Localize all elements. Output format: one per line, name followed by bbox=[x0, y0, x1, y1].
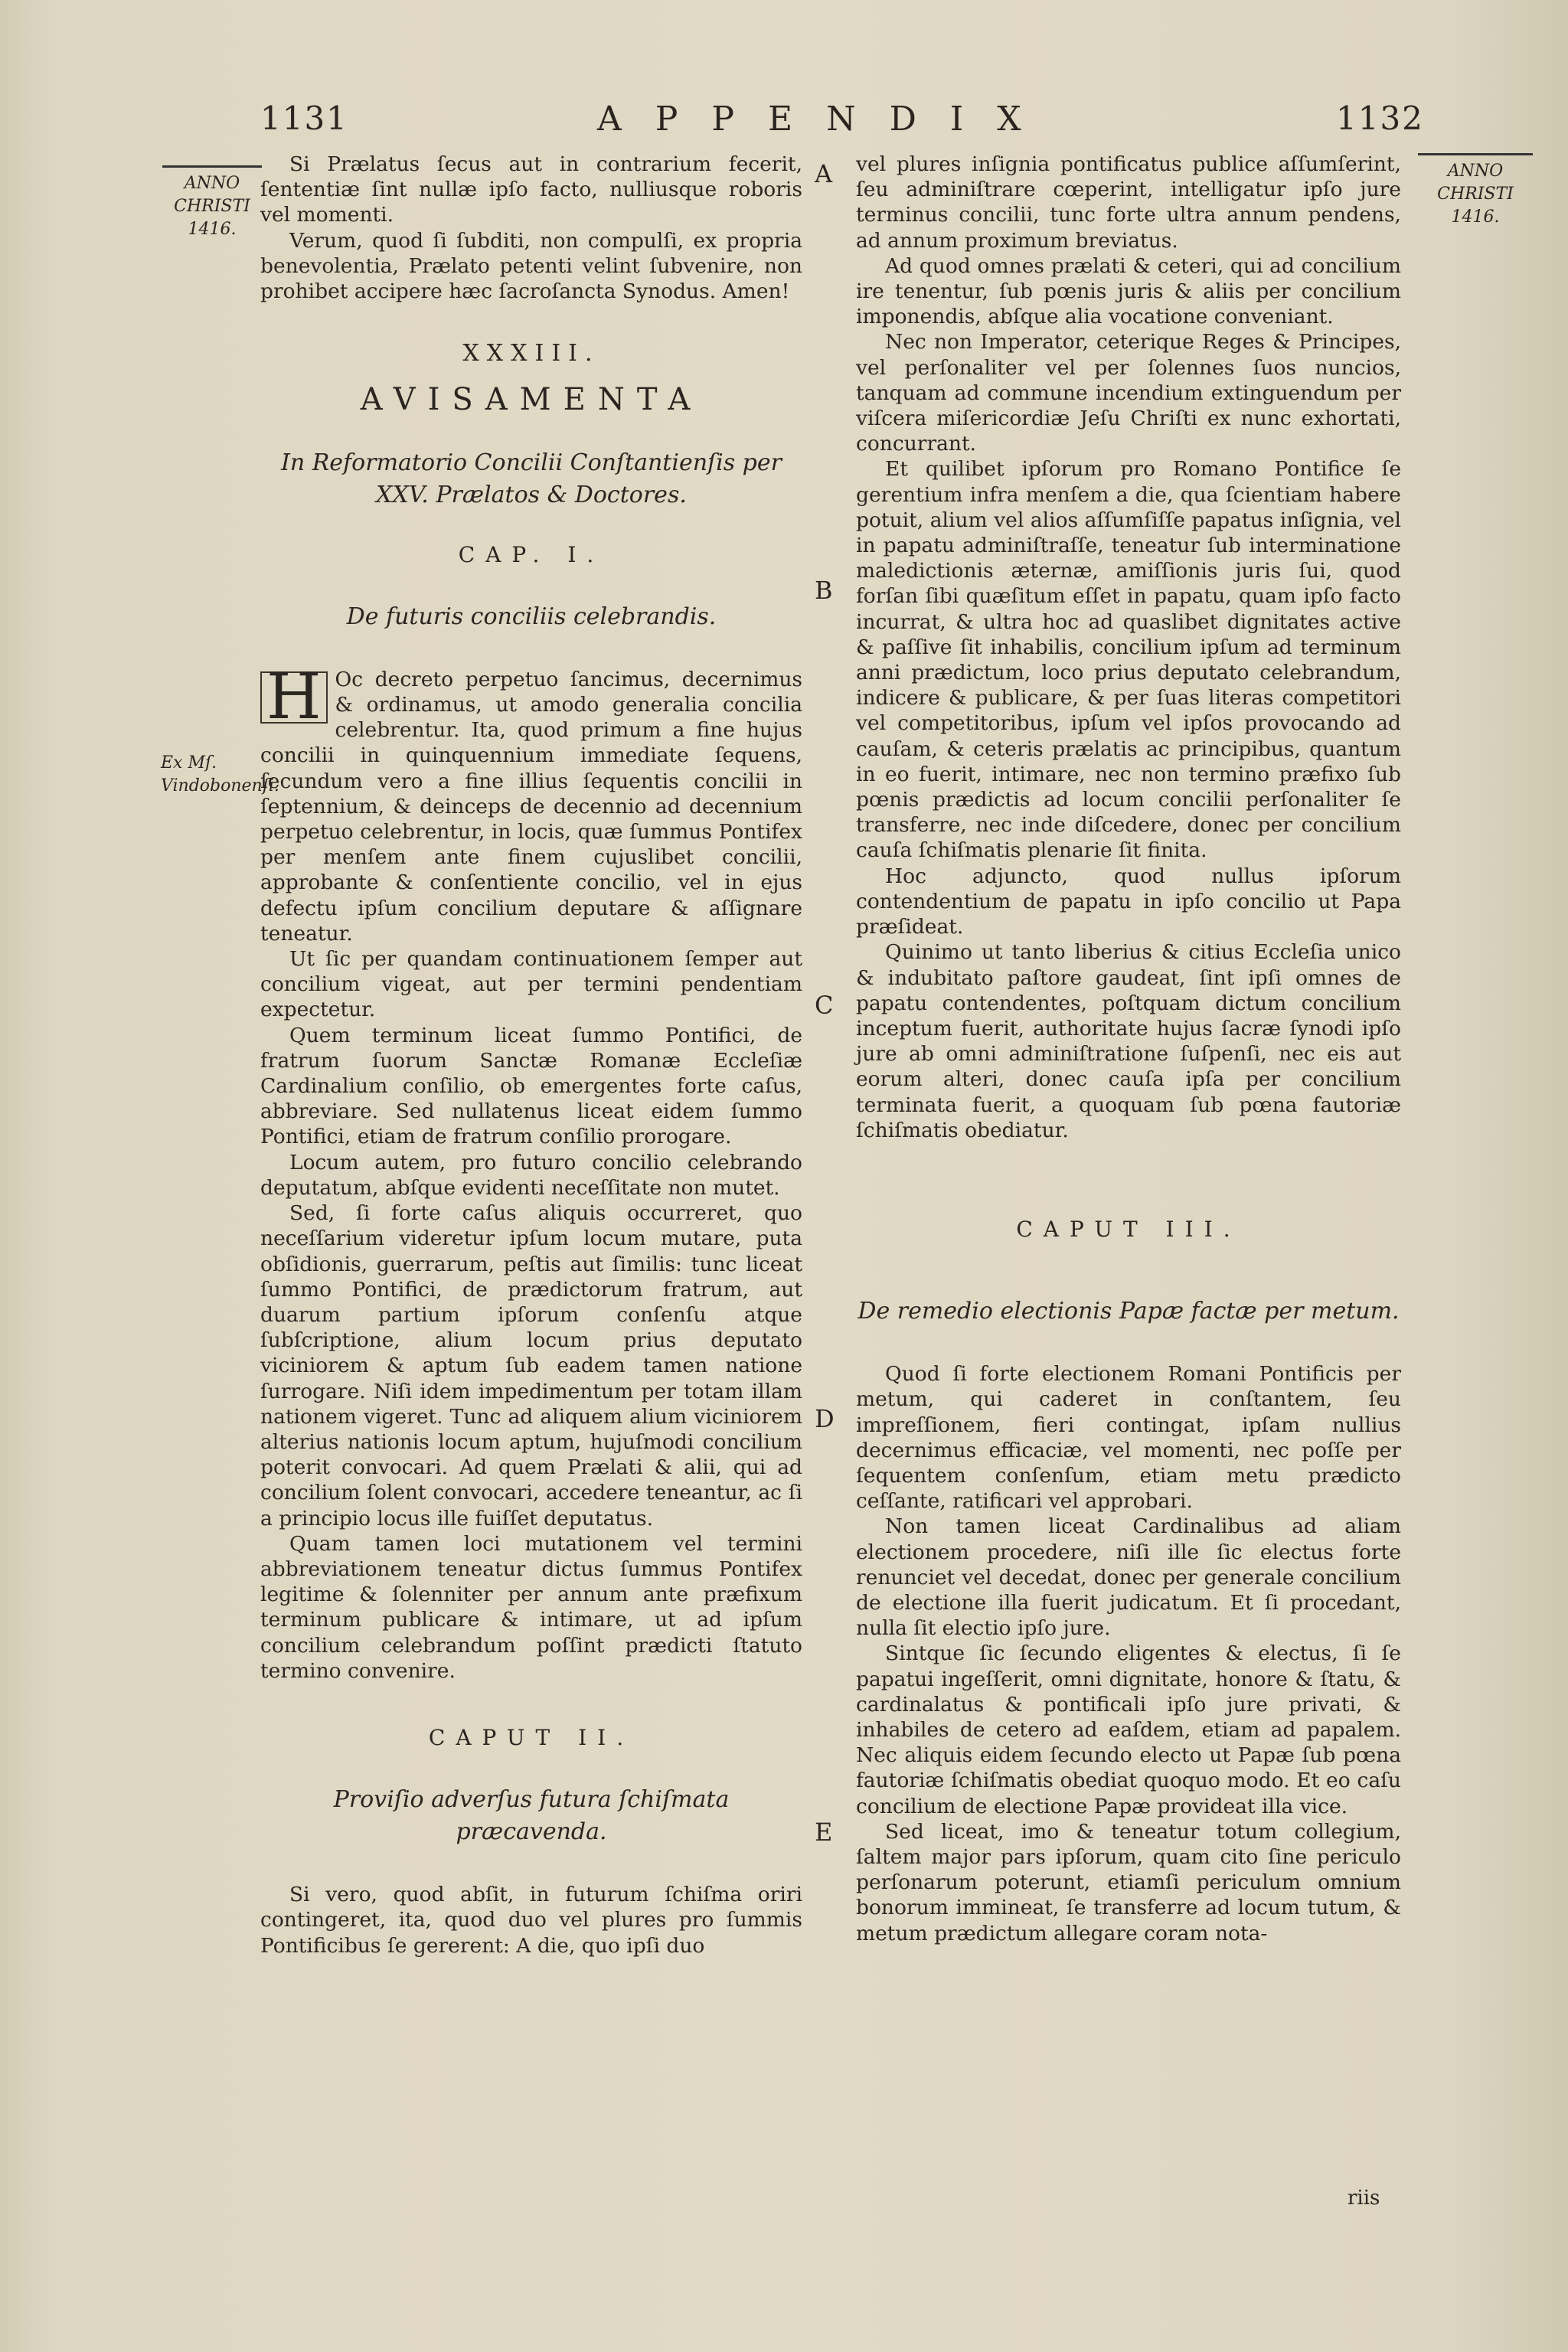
chapter-title-1: De futuris conciliis celebrandis. bbox=[346, 603, 717, 630]
paragraph: Sintque ſic ſecundo eligentes & electus, ſi ſe papatui ingeſſerit, omni dignitate, honore & ſtatu, & cardinalatus & pontificali ipſo jure privati, & inhabiles de cetero ad eaſdem, etiam ad papalem. Nec aliquis eidem ſecundo electo ut Papæ ſub pœna fautoriæ ſchiſmatis obediat quoquo modo. Et eo caſu concilium de electione Papæ provideat illa vice. bbox=[856, 1642, 1401, 1818]
paragraph: Hoc adjuncto, quod nullus ipſorum contendentium de papatu in ipſo concilio ut Papa præſideat. bbox=[856, 864, 1401, 939]
paragraph: Non tamen liceat Cardinalibus ad aliam electionem procedere, niſi ille ſic electus forte renunciet vel decedat, donec per generale concilium de electione illa fuerit judicatum. Et ſi procedant, nulla ſit electio ipſo jure. bbox=[856, 1514, 1401, 1641]
paragraph: Verum, quod ſi ſubditi, non compulſi, ex propria benevolentia, Prælato petenti velint ſubvenire, non prohibet accipere hæc ſacroſancta Synodus. Amen! bbox=[260, 228, 802, 304]
right-column bbox=[856, 152, 1401, 1946]
paragraph: Sed liceat, imo & teneatur totum collegium, ſaltem major pars ipſorum, quam cito ſine periculo perſonarum poterunt, etiamſi periculum omnium bonorum immineat, ſe transferre ad locum tutum, & metum prædictum allegare coram nota- bbox=[856, 1819, 1401, 1945]
paragraph-decree bbox=[260, 660, 802, 946]
page-number-left: 1131 bbox=[260, 100, 348, 137]
chapter-heading-2: CAPUT II. bbox=[428, 1724, 635, 1750]
section-marker-e: E bbox=[815, 1818, 833, 1847]
section-number: XXXIII. bbox=[462, 340, 600, 368]
paragraph: Locum autem, pro futuro concilio celebrando deputatum, abſque evidenti neceſſitate non mutet. bbox=[260, 1150, 802, 1200]
left-column bbox=[260, 152, 802, 1958]
page-number-right: 1132 bbox=[1336, 100, 1424, 137]
paragraph: Quem terminum liceat ſummo Pontifici, de fratrum ſuorum Sanctæ Romanæ Eccleſiæ Cardinalium conſilio, ob emergentes forte caſus, abbreviare. Sed nullatenus liceat eidem ſummo Pontifici, etiam de fratrum conſilio prorogare. bbox=[260, 1023, 802, 1149]
paragraph: vel plures inſignia pontificatus publice aſſumſerint, ſeu adminiſtrare cœperint, intelligatur ipſo jure terminus concilii, tunc forte ultra annum pendens, ad annum proximum breviatus. bbox=[856, 152, 1401, 253]
running-title: APPENDIX bbox=[597, 100, 1055, 139]
section-marker-b: B bbox=[815, 576, 833, 605]
paragraph: Quam tamen loci mutationem vel termini abbreviationem teneatur dictus ſummus Pontifex legitime & ſolenniter per annum ante præfixum terminum publicare & intimare, ut ad ipſum concilium celebrandum poſſint prædicti ſtatuto termino convenire. bbox=[260, 1531, 802, 1683]
chapter-title-3: De remedio electionis Papæ factæ per metum. bbox=[858, 1298, 1400, 1325]
anno-christi-note-right: ANNO CHRISTI 1416. bbox=[1418, 153, 1533, 229]
section-marker-a: A bbox=[815, 159, 833, 188]
section-subheading: In Reformatorio Concilii Conſtantienſis per XXV. Prælatos & Doctores. bbox=[281, 449, 782, 508]
paragraph: Ad quod omnes prælati & ceteri, qui ad concilium ire tenentur, ſub pœnis juris & aliis per concilium imponendis, abſque alia vocatione conveniant. bbox=[856, 253, 1401, 329]
paragraph: Si vero, quod abſit, in futurum ſchiſma oriri contingeret, ita, quod duo vel plures pro ſummis Pontificibus ſe gererent: A die, quo ipſi duo bbox=[260, 1883, 802, 1958]
paragraph: Ut ſic per quandam continuationem ſemper aut concilium vigeat, aut per termini pendentiam expectetur. bbox=[260, 947, 802, 1022]
paragraph: Si Prælatus ſecus aut in contrarium fecerit, ſententiæ ſint nullæ ipſo facto, nulliusque roboris vel momenti. bbox=[260, 152, 802, 227]
anno-christi-note-left: ANNO CHRISTI 1416. bbox=[162, 165, 262, 241]
paragraph: Quod ſi forte electionem Romani Pontificis per metum, qui caderet in conſtantem, ſeu impreſſionem, fieri contingat, ipſam nullius decernimus efficaciæ, vel momenti, nec poſſe per ſequentem conſenſum, etiam metu prædicto ceſſante, ratificari vel approbari. bbox=[856, 1362, 1401, 1514]
catchword: riis bbox=[1348, 2187, 1380, 2210]
paragraph: Nec non Imperator, ceterique Reges & Principes, vel perſonaliter vel per ſolennes ſuos nuncios, tanquam ad commune incendium extinguendum per viſcera miſericordiæ Jeſu Chriſti ex nunc exhortati, concurrant. bbox=[856, 330, 1401, 456]
paragraph-text: Oc decreto perpetuo ſancimus, decernimus & ordinamus, ut amodo generalia concilia celebrentur. Ita, quod primum a fine hujus concilii in quinquennium immediate ſequens, ſecundum vero a fine illius ſequentis concilii in ſeptennium, & deinceps de decennio ad decennium perpetuo celebrentur, in locis, quæ ſummus Pontifex per menſem ante finem cujuslibet concilii, approbante & conſentiente concilio, vel in ejus defectu ipſum concilium deputare & aſſignare teneatur. bbox=[260, 667, 802, 946]
chapter-heading-1: CAP. I. bbox=[458, 541, 605, 567]
drop-cap: H bbox=[260, 671, 328, 724]
chapter-heading-3: CAPUT III. bbox=[1016, 1216, 1241, 1242]
paragraph: Et quilibet ipſorum pro Romano Pontifice ſe gerentium infra menſem a die, qua ſcientiam habere potuit, alium vel alios aſſumſiſſe papatus inſignia, vel in papatu adminiſtraſſe, teneatur ſub interminatione maledictionis æternæ, amiſſionis juris ſui, quod forſan ſibi quæſitum eſſet in papatu, quam ipſo facto incurrat, & ultra hoc ad quaslibet dignitates active & paſſive ſit inhabilis, concilium ipſum ad terminum anni prædictum, loco prius deputato celebrandum, indicere & publicare, & per ſuas literas competitori vel competitoribus, ipſum vel ipſos provocando ad cauſam, & ceteris prælatis ac principibus, quantum in eo fuerit, intimare, nec non termino præfixo ſub pœnis prædictis ad locum concilii perſonaliter ſe transferre, nec inde diſcedere, donec per concilium cauſa ſchiſmatis plenarie ſit finita. bbox=[856, 457, 1401, 863]
section-marker-d: D bbox=[815, 1404, 835, 1433]
section-heading: AVISAMENTA bbox=[360, 382, 703, 418]
section-marker-c: C bbox=[815, 991, 834, 1020]
chapter-title-2: Proviſio adverſus futura ſchiſmata præcavenda. bbox=[333, 1786, 730, 1846]
paragraph: Sed, ſi forte caſus aliquis occurreret, quo neceſſarium videretur ipſum locum mutare, puta obſidionis, guerrarum, peſtis aut ſimilis: tunc liceat ſummo Pontifici, de prædictorum fratrum, aut duarum partium ipſorum conſenſu atque ſubſcriptione, alium locum prius deputato viciniorem & aptum ſub eadem tamen natione ſurrogare. Niſi idem impedimentum per totam illam nationem vigeret. Tunc ad aliquem alium viciniorem alterius nationis locum aptum, hujuſmodi concilium poterit convocari. Ad quem Prælati & alii, qui ad concilium ſolent convocari, accedere teneantur, ac ſi a principio locus ille fuiſſet deputatus. bbox=[260, 1201, 802, 1530]
paragraph: Quinimo ut tanto liberius & citius Eccleſia unico & indubitato paſtore gaudeat, ſint ipſi omnes de papatu contendentes, poſtquam dictum concilium inceptum fuerit, authoritate hujus ſacræ ſynodi ipſo jure ab omni adminiſtratione ſuſpenſi, nec eis aut eorum alteri, donec cauſa ipſa per concilium terminata fuerit, a quoquam ſub pœna fautoriæ ſchiſmatis obediatur. bbox=[856, 940, 1401, 1142]
manuscript-source-note: Ex Mſ. Vindobonenſi. bbox=[161, 753, 279, 795]
